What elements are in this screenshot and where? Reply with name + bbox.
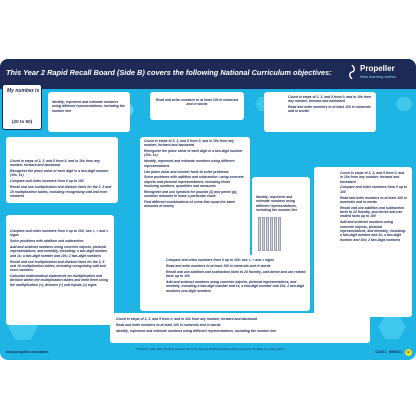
objective-text: Add and subtract numbers using concrete objects, pictorial representations, and mentally, including: a two-digit number and 1s; a two-digit number and 10s; 2 two-digit numbers: [340, 220, 407, 242]
propeller-icon: [348, 65, 356, 79]
number-box-range: (20 to 50): [12, 119, 33, 124]
objective-card-3: [264, 92, 376, 132]
objective-text: Count in steps of 2, 3, and 5 from 0, and in 10s from any number, forward and backward: [288, 95, 372, 104]
objective-text: Read and write numbers to at least 100 in numerals and in words: [288, 105, 371, 114]
objective-text: Add and subtract numbers using concrete objects, pictorial representations, and mentally, including: a two-digit number and 1s; a two-digit number and 10s; 2 two-digit numbers: [10, 245, 108, 258]
hexagon-decoration: [378, 315, 406, 339]
objective-text: Recall and use addition and subtraction facts to 20 fluently, and derive and use related facts up to 100: [340, 205, 405, 219]
number-box[interactable]: [2, 84, 42, 130]
propeller-logo: [348, 64, 408, 84]
objective-text: Count in steps of 2, 3, and 5 from 0, and in 10s from any number, forward and backward: [116, 317, 258, 321]
copyright-text: © Propeller. 2023, 2024. All rights reserved. Not to be copied or distributed without written permission. Propeller is a trading name.: [135, 348, 285, 351]
objective-text: Solve problems with addition and subtraction: [10, 239, 84, 244]
objective-text: Count in steps of 2, 3, and 5 from 0, and in 10s from any number, forward and backward: [144, 139, 235, 148]
hexagon-decoration: [396, 97, 412, 111]
website-link[interactable]: www.propeller.education: [6, 350, 49, 354]
objective-card-4: [6, 137, 118, 203]
objective-text: Identify, represent and estimate numbers using different representations, including the number line: [256, 195, 298, 212]
objective-text: Compare and order numbers from 0 up to 100; use <, > and = signs: [10, 229, 109, 238]
objective-card-7: [314, 167, 412, 317]
board-footer: [0, 347, 416, 360]
objective-card-10: [110, 313, 370, 343]
objective-text: Solve problems with addition and subtraction: using concrete objects and pictorial representations, including those involving numbers, quantities and measures: [144, 175, 244, 189]
objective-text: Recognise and use symbols for pounds (£) and pence (p); combine amounts to make a particular value: [144, 189, 238, 199]
board-header: [0, 59, 416, 89]
objective-card-8: [6, 215, 114, 325]
objective-text: Recognise the place value of each digit in a two-digit number (10s, 1s): [10, 169, 109, 178]
objective-text: Compare and order numbers from 0 up to 100: [340, 185, 408, 194]
logo-tagline: New learning further: [360, 74, 397, 79]
objective-text: Read and write numbers to at least 100 in numerals and in words: [116, 322, 221, 327]
objective-text: Compare and order numbers from 0 up to 100: [10, 179, 84, 184]
objective-text: Read and write numbers to at least 100 in numerals and in words: [155, 98, 239, 107]
logo-name: Propeller: [360, 64, 395, 73]
rapid-recall-board: [0, 59, 416, 360]
side-badge: B: [405, 349, 412, 356]
objective-card-1: [48, 92, 130, 132]
objective-text: Use place value and number facts to solve problems: [144, 169, 229, 174]
number-box-label: My number is: [7, 88, 40, 94]
objective-text: Read and write numbers to at least 100 in numerals and in words: [340, 195, 407, 204]
board-title: This Year 2 Rapid Recall Board (Side B) covers the following National Curriculum objectives:: [6, 68, 332, 77]
objective-card-5: [140, 137, 250, 270]
objective-text: Recall and use multiplication and division facts for the 2, 5 and 10 multiplication tables, including recognising odd and even numbers: [10, 259, 106, 273]
objective-text: Recall and use addition and subtraction facts to 20 fluently, and derive and use related facts up to 100: [166, 269, 306, 279]
objective-text: Identify, represent and estimate numbers using different representations, including the number line: [52, 100, 125, 113]
objective-text: Recognise the place value of each digit in a two-digit number (10s, 1s): [144, 149, 243, 158]
objective-card-2: [150, 92, 244, 120]
objective-text: Identify, represent and estimate numbers using different representations, including the number line: [116, 328, 277, 333]
objective-text: Calculate mathematical statements for multiplication and division within the multiplication tables and write them using the multiplication (×), division (÷) and equals (=) signs: [10, 274, 109, 287]
objective-text: Count in steps of 2, 3, and 5 from 0, and in 10s from any number, forward and backward: [10, 159, 101, 168]
objective-text: Identify, represent and estimate numbers using different representations: [144, 159, 235, 168]
objective-card-6: [252, 177, 310, 263]
product-code: C24071 · MIN0101: [375, 350, 402, 354]
objective-text: Find different combinations of coins that equal the same amounts of money: [144, 200, 236, 209]
objective-text: Count in steps of 2, 3, and 5 from 0, and in 10s from any number, forward and backward: [340, 171, 405, 184]
objective-card-9: [140, 255, 310, 311]
objective-text: Compare and order numbers from 0 up to 100; use <, > and = signs: [166, 258, 275, 262]
objective-text: Read and write numbers to at least 100 in numerals and in words: [166, 263, 271, 268]
tens-rods-illustration: [258, 217, 281, 251]
objective-text: Add and subtract numbers using concrete objects, pictorial representations, and mentally, including a two-digit number and 1s, a two-digit number and 10s, 2 two-digit numbers-one-digit numbers: [166, 279, 305, 293]
objective-text: Recall and use multiplication and division facts for the 2, 5 and 10 multiplication tables, including recognising odd and even numbers: [10, 185, 112, 198]
